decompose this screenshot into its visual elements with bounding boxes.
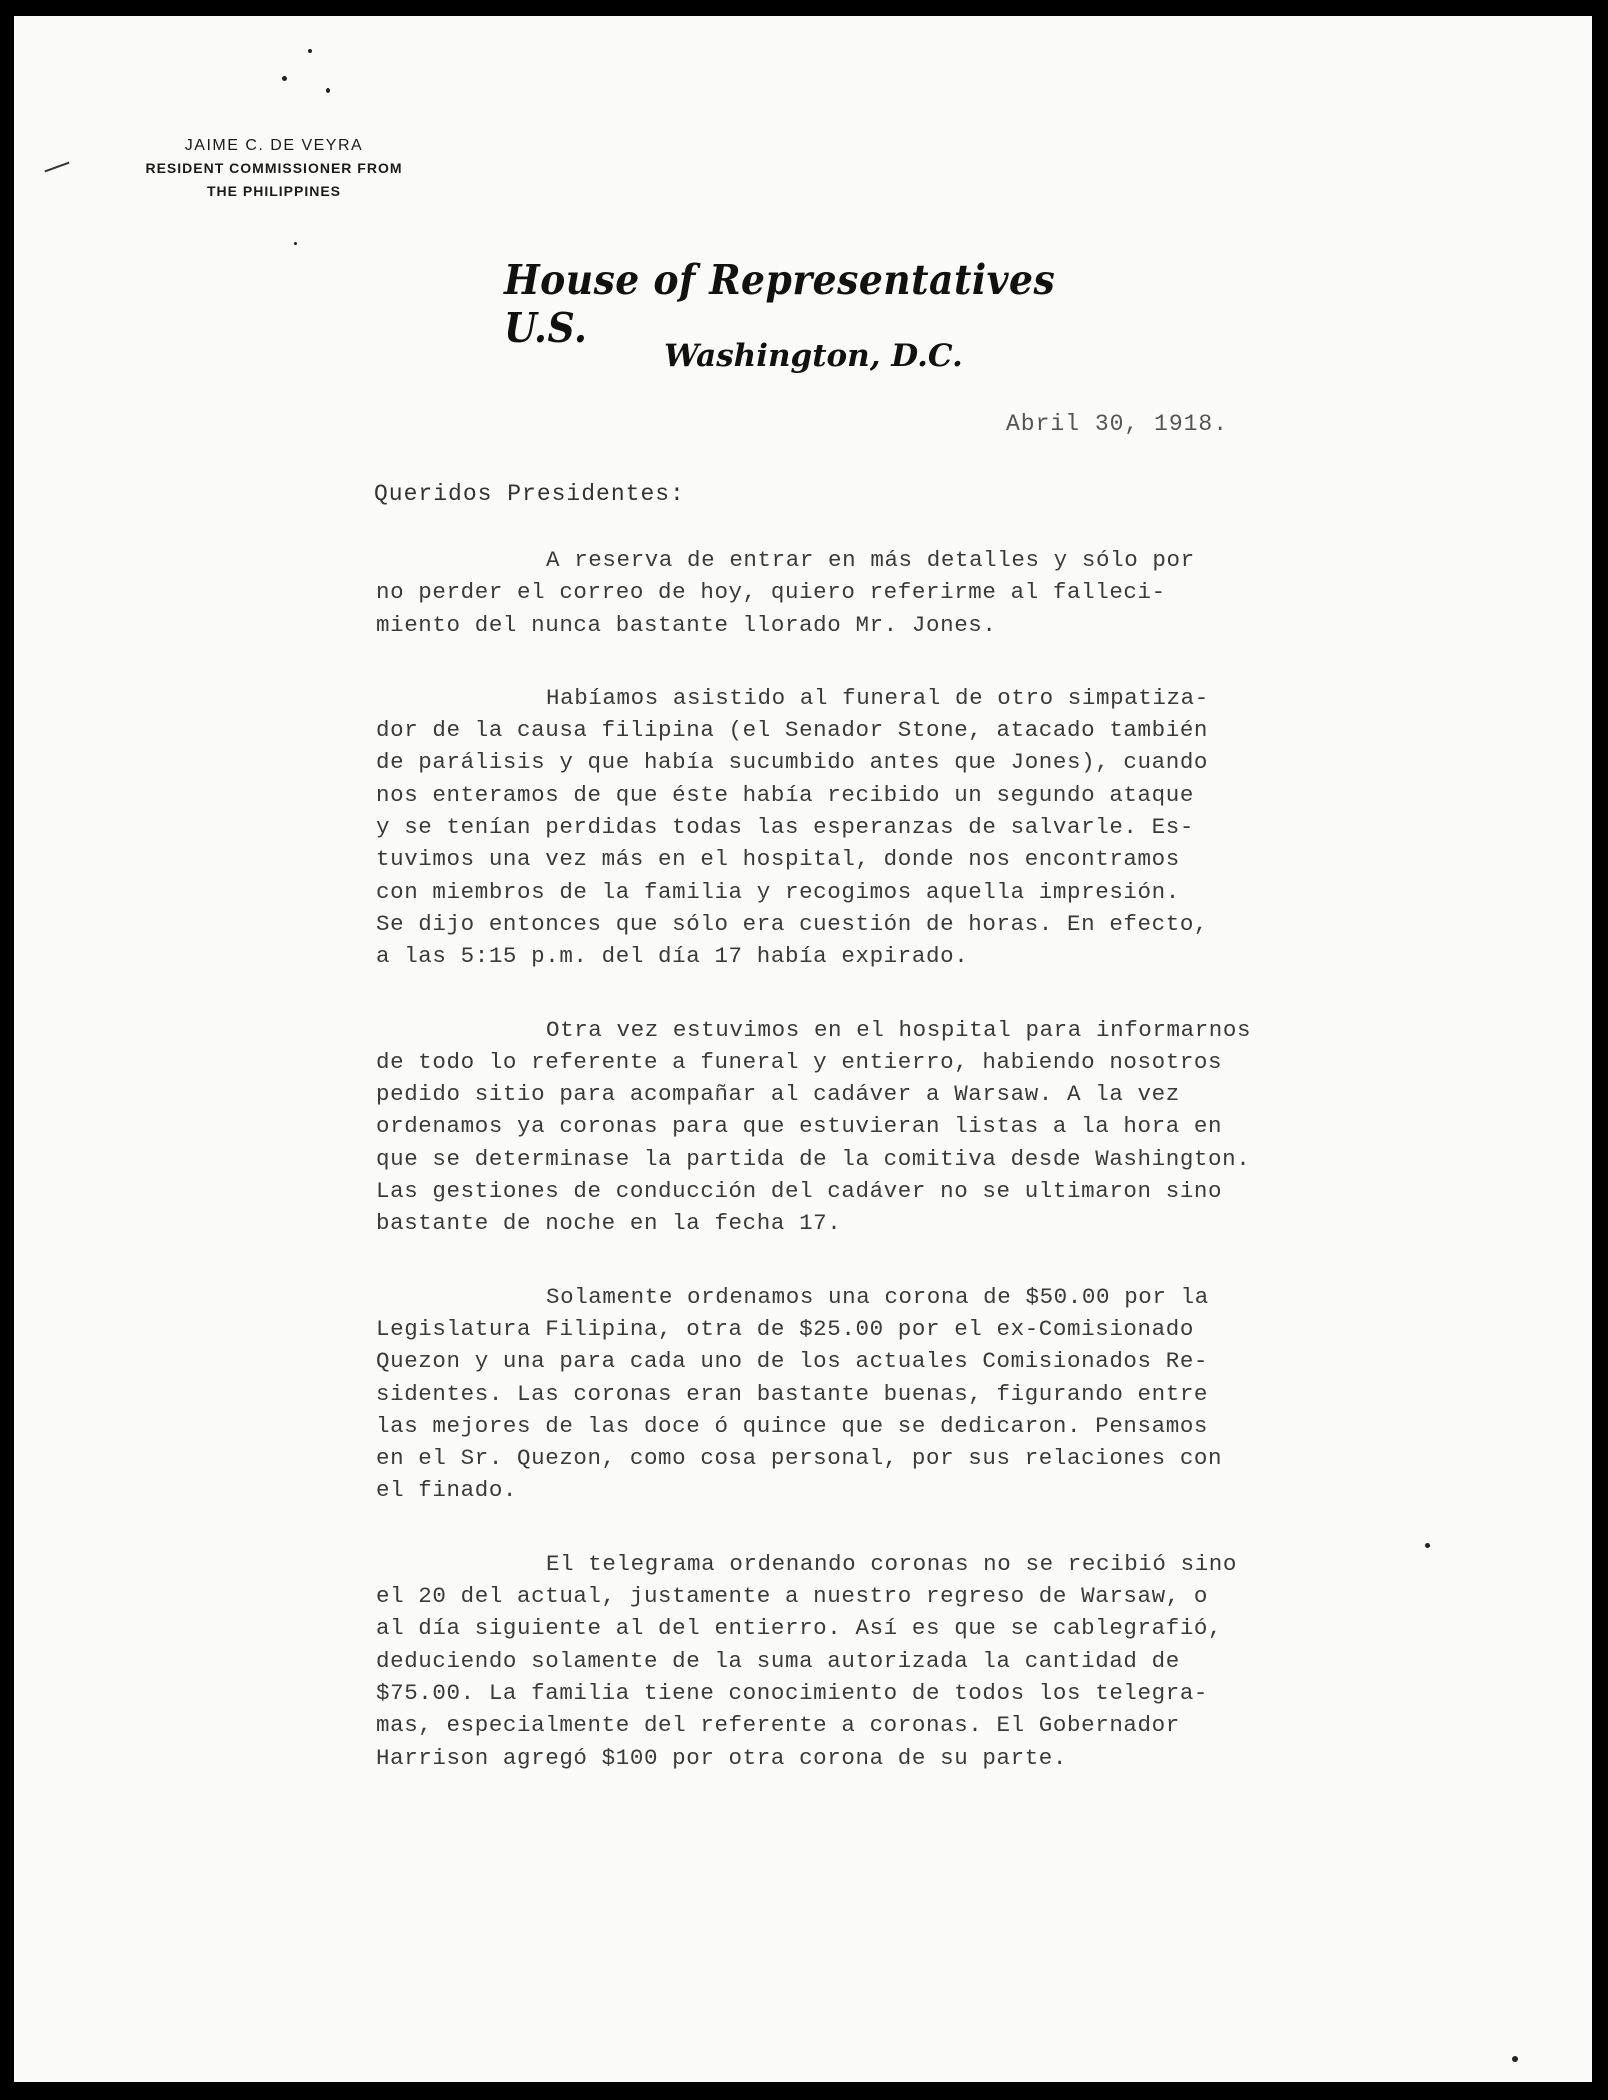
text-line: las mejores de las doce ó quince que se dedicaron. Pensamos [376, 1412, 1209, 1439]
text-line: con miembros de la familia y recogimos aquella impresión. [376, 878, 1180, 905]
letter-date: Abril 30, 1918. [1006, 411, 1229, 437]
text-line: ordenamos ya coronas para que estuvieran listas a la hora en [376, 1113, 1223, 1140]
text-line: Otra vez estuvimos en el hospital para informarnos [546, 1016, 1252, 1043]
paragraph [376, 544, 1386, 641]
text-line: al día siguiente al del entierro. Así es que se cablegrafió, [376, 1615, 1223, 1642]
sender-title-line2: THE PHILIPPINES [206, 183, 342, 199]
letter-body [376, 544, 1386, 1815]
text-line: de todo lo referente a funeral y entierro, habiendo nosotros [376, 1048, 1223, 1075]
scan-speck [308, 49, 312, 53]
text-line: y se tenían perdidas todas las esperanzas de salvarle. Es- [376, 814, 1194, 841]
letter-page [14, 16, 1592, 2082]
text-line: nos enteramos de que éste había recibido un segundo ataque [376, 781, 1194, 808]
text-line: pedido sitio para acompañar al cadáver a Warsaw. A la vez [376, 1081, 1180, 1108]
text-line: a las 5:15 p.m. del día 17 había expirado. [376, 943, 969, 970]
text-line: bastante de noche en la fecha 17. [376, 1210, 842, 1237]
text-line: sidentes. Las coronas eran bastante buenas, figurando entre [376, 1380, 1209, 1407]
scan-speck [1512, 2056, 1518, 2062]
text-line: Solamente ordenamos una corona de $50.00 por la [546, 1283, 1209, 1310]
text-line: Legislatura Filipina, otra de $25.00 por el ex-Comisionado [376, 1315, 1194, 1342]
text-line: $75.00. La familia tiene conocimiento de todos los telegra- [376, 1679, 1209, 1706]
sender-title-line1: RESIDENT COMMISSIONER FROM [145, 160, 403, 176]
paragraph [376, 1548, 1386, 1774]
scan-speck [326, 88, 330, 93]
text-line: Se dijo entonces que sólo era cuestión de horas. En efecto, [376, 910, 1209, 937]
text-line: dor de la causa filipina (el Senador Stone, atacado también [376, 717, 1209, 744]
letterhead-sender [124, 134, 424, 203]
text-line: Harrison agregó $100 por otra corona de su parte. [376, 1744, 1068, 1771]
text-line: no perder el correo de hoy, quiero referirme al falleci- [376, 579, 1166, 606]
scan-speck [1425, 1543, 1430, 1548]
sender-name: JAIME C. DE VEYRA [184, 137, 364, 154]
paragraph [376, 682, 1386, 973]
text-line: Quezon y una para cada uno de los actuales Comisionados Re- [376, 1348, 1209, 1375]
letter-salutation: Queridos Presidentes: [374, 481, 685, 507]
text-line: Las gestiones de conducción del cadáver no se ultimaron sino [376, 1178, 1223, 1205]
text-line: El telegrama ordenando coronas no se recibió sino [546, 1550, 1238, 1577]
text-line: el 20 del actual, justamente a nuestro regreso de Warsaw, o [376, 1583, 1209, 1610]
scan-speck [294, 242, 297, 245]
text-line: A reserva de entrar en más detalles y sólo por [546, 547, 1195, 573]
paragraph [376, 1281, 1386, 1507]
text-line: Habíamos asistido al funeral de otro simpatiza- [546, 684, 1209, 711]
text-line: de parálisis y que había sucumbido antes que Jones), cuando [376, 749, 1209, 776]
text-line: deduciendo solamente de la suma autorizada la cantidad de [376, 1647, 1180, 1674]
text-line: en el Sr. Quezon, como cosa personal, por sus relaciones con [376, 1445, 1223, 1472]
text-line: que se determinase la partida de la comitiva desde Washington. [376, 1145, 1251, 1172]
letterhead-institution: House of Representatives U.S. [504, 256, 1056, 352]
scan-speck [282, 76, 287, 81]
letterhead-city: Washington, D.C. [664, 338, 963, 374]
scan-mark [44, 162, 69, 173]
text-line: miento del nunca bastante llorado Mr. Jones. [376, 611, 997, 638]
text-line: el finado. [376, 1477, 518, 1504]
paragraph [376, 1014, 1386, 1240]
text-line: tuvimos una vez más en el hospital, donde nos encontramos [376, 846, 1180, 873]
text-line: mas, especialmente del referente a coronas. El Gobernador [376, 1712, 1180, 1739]
